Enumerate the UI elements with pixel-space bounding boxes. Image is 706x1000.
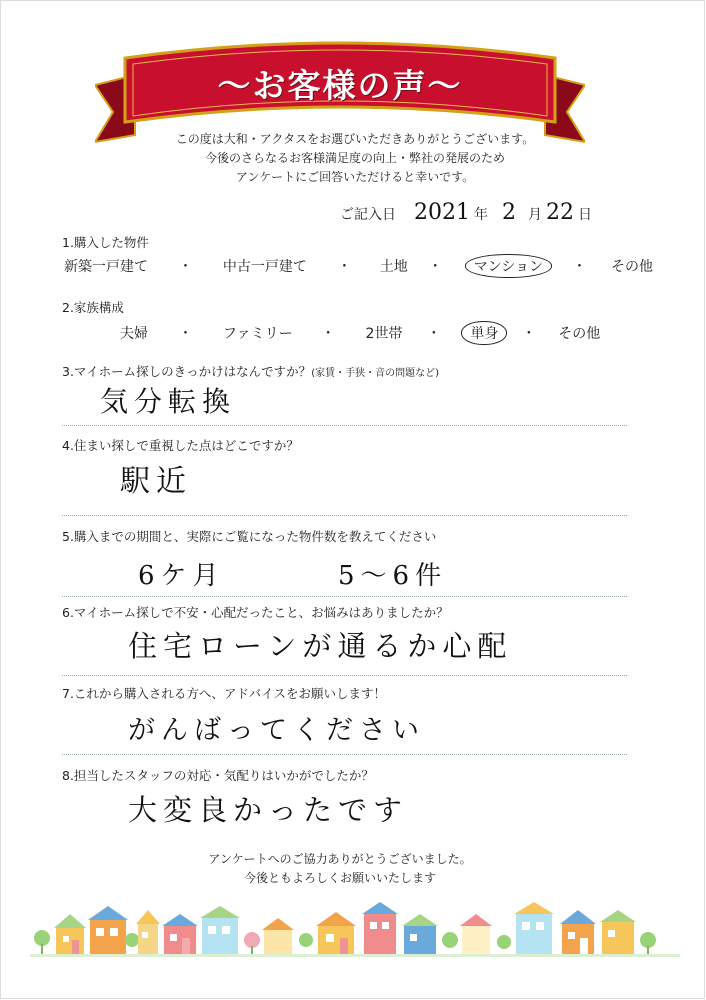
question-2-label: 2.家族構成 [62,300,124,315]
date-month: 2 [502,200,516,225]
question-3-note: (家賃・手狭・音の問題など) [311,368,439,379]
option-sonota: その他 [558,326,601,342]
answer-8: 大変良かったです [128,793,409,827]
separator: ・ [426,326,441,342]
question-6-label: 6.マイホーム探しで不安・心配だったこと、お悩みはありましたか？ [62,605,449,620]
answer-7: がんばってください [128,715,425,746]
option-sonota: その他 [611,259,653,275]
intro-line: 今後のさらなるお客様満足度の向上・弊社の発展のため [204,151,505,165]
option-nisetai: 2世帯 [365,326,403,342]
closing-message [180,850,500,888]
option-chuko: 中古一戸建て [222,259,307,275]
question-8-label: 8.担当したスタッフの対応・気配りはいかがでしたか？ [62,768,374,783]
houses-icon [30,900,680,960]
separator: ・ [428,259,443,275]
date-year: 2021 [414,200,470,225]
answer-6: 住宅ローンが通るか心配 [128,629,513,663]
dotted-divider [62,754,627,755]
closing-line: アンケートへのご協力ありがとうございました。 [208,852,472,866]
question-7-label: 7.これから購入される方へ、アドバイスをお願いします！ [62,686,387,701]
separator: ・ [178,326,193,342]
date-day-unit: 日 [578,207,592,223]
answer-3: 気分転換 [100,385,237,418]
dotted-divider [62,515,627,516]
banner-title: 〜お客様の声〜 [217,66,463,105]
date-day: 22 [546,200,574,225]
option-family: ファミリー [222,326,293,342]
option-shinchiku: 新築一戸建て [64,259,148,275]
option-tanshin-selected: 単身 [461,321,507,345]
dotted-divider [62,675,627,676]
separator: ・ [178,259,193,275]
question-5-label: 5.購入までの期間と、実際にご覧になった物件数を教えてください [62,529,437,544]
separator: ・ [337,259,352,275]
intro-line: アンケートにご回答いただけると幸いです。 [235,170,475,184]
option-tochi: 土地 [379,259,408,275]
option-mansion-selected: マンション [465,254,552,278]
houses-illustration [30,900,680,960]
separator: ・ [521,326,536,342]
option-fufu: 夫婦 [120,326,148,342]
question-1-label: 1.購入した物件 [62,235,149,250]
date-year-unit: 年 [474,207,488,223]
date-row [340,200,592,225]
intro-text [145,130,565,187]
question-3-label [62,362,439,380]
intro-line: この度は大和・アクタスをお選びいただきありがとうございます。 [175,132,535,146]
date-label: ご記入日 [340,207,396,223]
date-month-unit: 月 [528,207,542,223]
separator: ・ [572,259,587,275]
dotted-divider [62,425,627,426]
closing-line: 今後ともよろしくお願いいたします [243,871,436,885]
separator: ・ [321,326,336,342]
question-4-label: 4.住まい探しで重視した点はどこですか？ [62,438,299,453]
answer-5-period: 6ケ月 [138,561,225,591]
answer-4: 駅近 [120,464,192,499]
question-1-options [64,256,653,276]
question-2-options [120,323,600,343]
dotted-divider [62,596,627,597]
answer-5-count: 5〜6件 [338,561,448,591]
question-3-text: 3.マイホーム探しのきっかけはなんですか？ [62,364,312,379]
